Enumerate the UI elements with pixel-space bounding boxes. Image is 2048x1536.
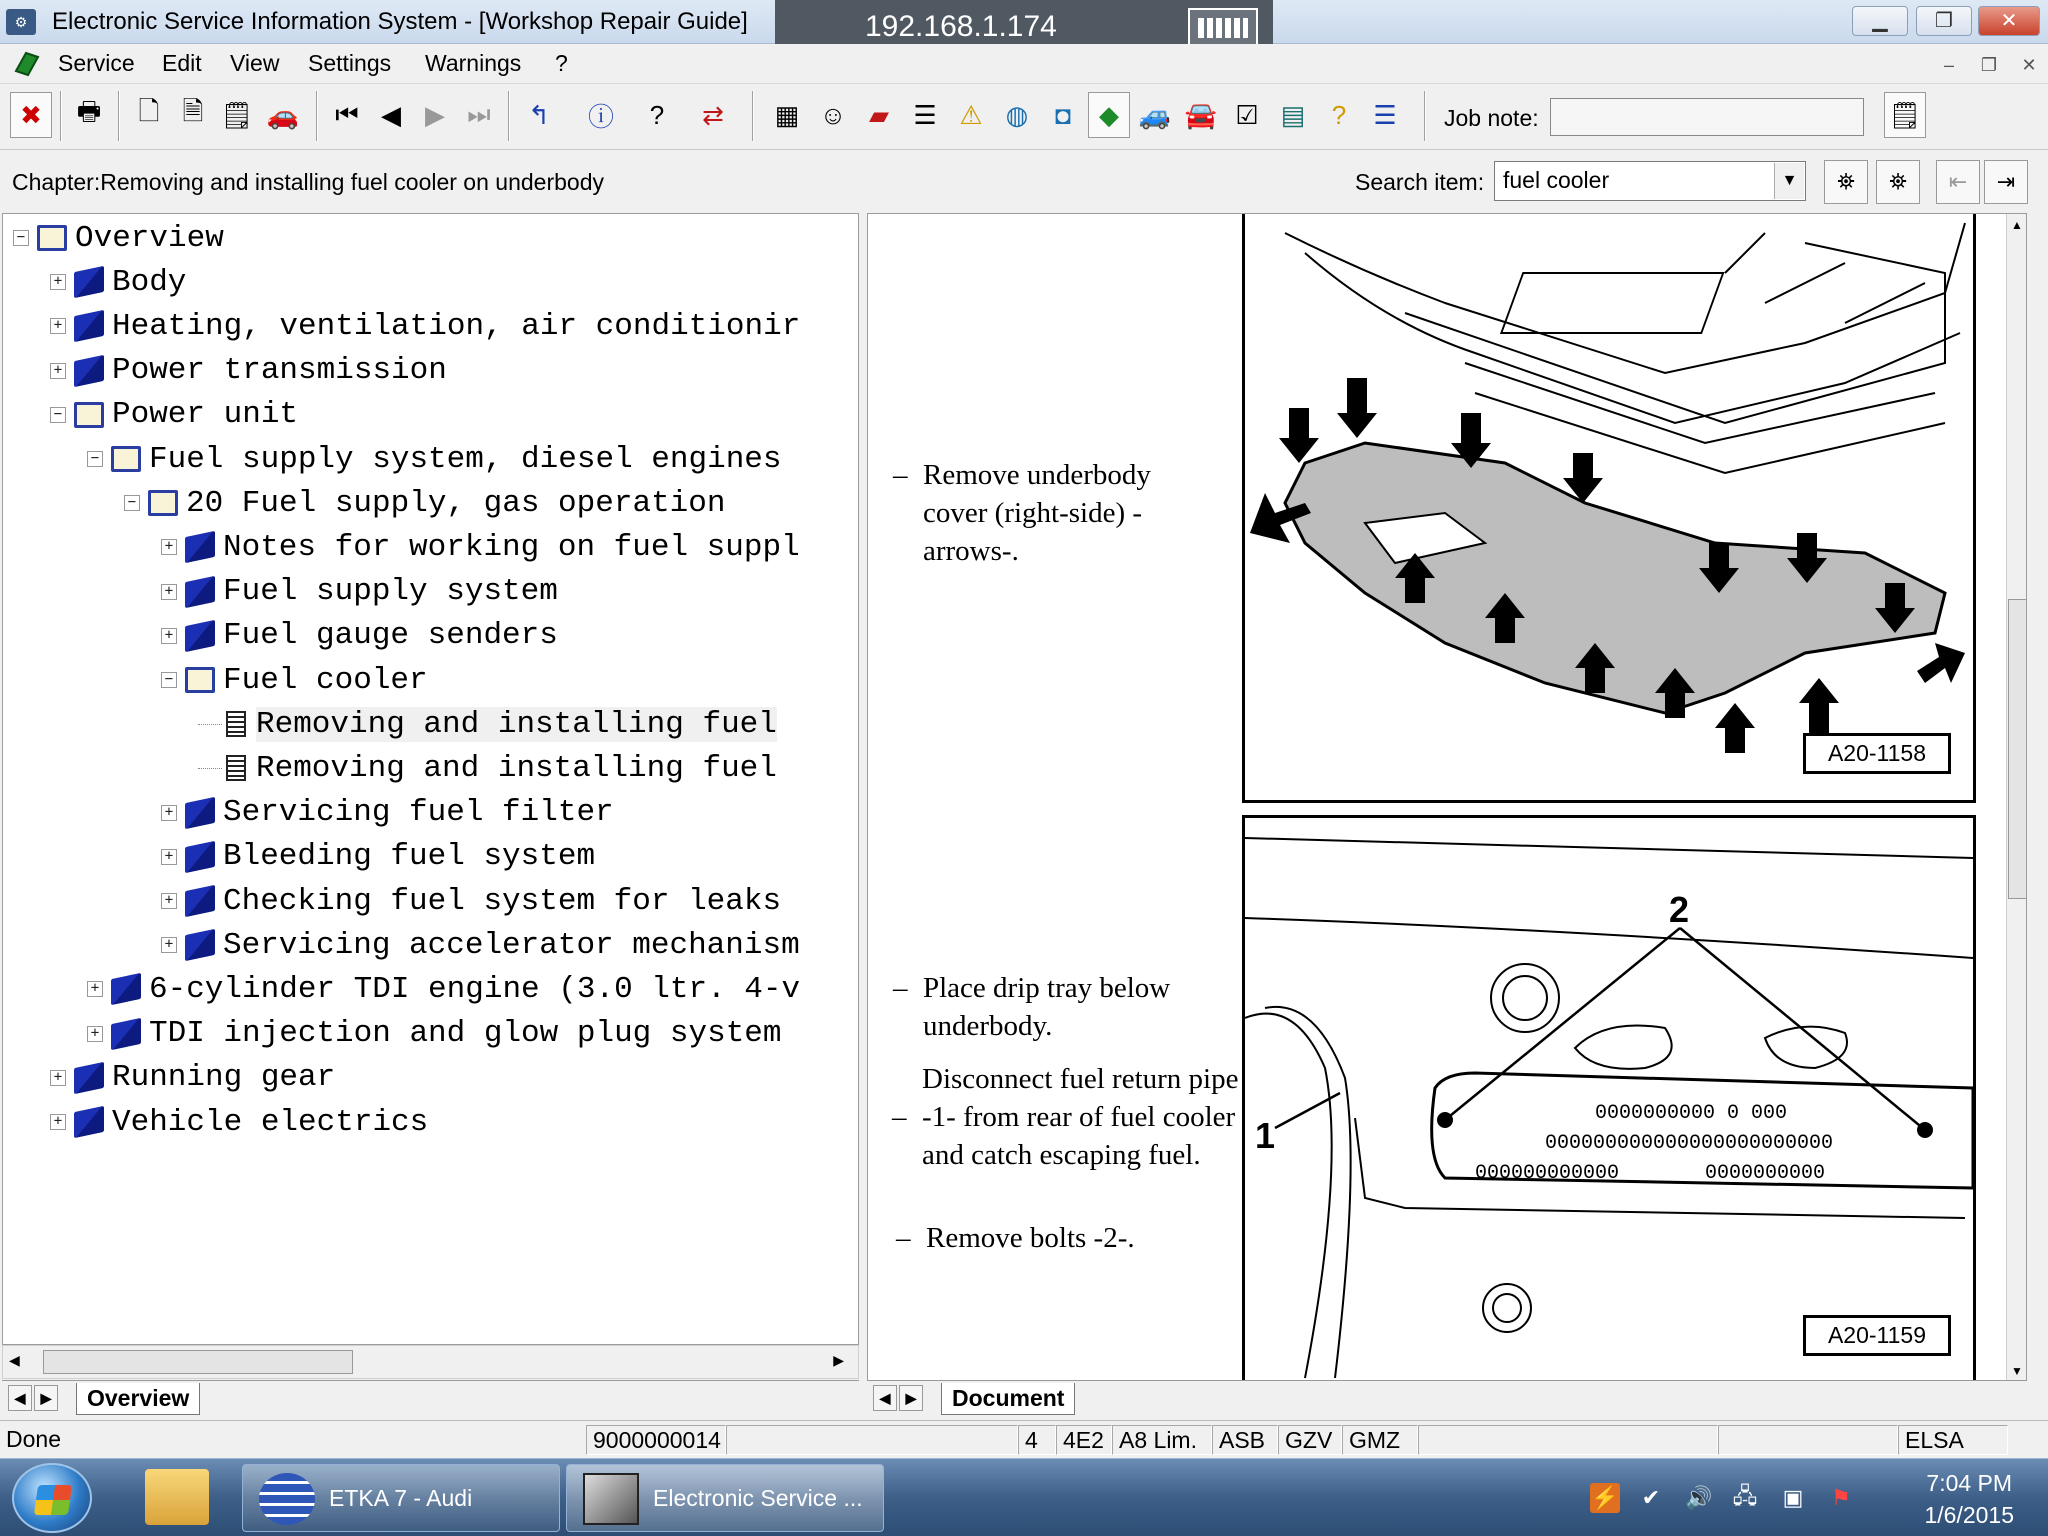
scroll-up-icon[interactable]: ▲ xyxy=(2011,218,2023,232)
etka-icon xyxy=(259,1473,315,1525)
restore-button[interactable]: ❐ xyxy=(1916,6,1972,36)
book-icon xyxy=(74,310,104,342)
tab-next-icon[interactable]: ▶ xyxy=(34,1385,58,1411)
open-book-icon xyxy=(148,490,178,516)
tree-connector xyxy=(198,724,222,725)
windows-logo-icon xyxy=(34,1485,72,1515)
container-icon[interactable]: ◘ xyxy=(1055,99,1071,130)
mdi-restore-button[interactable]: ❐ xyxy=(1980,55,1998,75)
step-remove-bolts: – Remove bolts -2-. xyxy=(896,1222,1135,1254)
expand-icon[interactable]: + xyxy=(50,274,66,290)
step-disconnect-fuel-return: – Disconnect fuel return pipe -1- from rear of fuel cooler and catch escaping fuel. xyxy=(892,1063,1239,1171)
tree-item-power-unit[interactable] xyxy=(50,395,298,435)
book-icon xyxy=(74,354,104,386)
taskbar-etka[interactable] xyxy=(242,1464,560,1532)
underbody-illustration xyxy=(1245,213,1973,800)
globe-icon[interactable]: ◍ xyxy=(1005,99,1029,130)
job-note-label: Job note: xyxy=(1444,105,1539,131)
open-book-icon xyxy=(37,225,67,251)
tree-item-label: Fuel gauge senders xyxy=(223,618,558,654)
query-icon[interactable]: ? xyxy=(1331,99,1347,130)
book-icon xyxy=(74,266,104,298)
edit-document-icon[interactable]: 🗎 xyxy=(182,96,204,126)
status-empty xyxy=(726,1425,1018,1455)
tree-tab-strip xyxy=(2,1380,859,1414)
help-icon[interactable]: ? xyxy=(649,99,665,130)
navigate-forward-icon[interactable]: ⇥ xyxy=(1984,160,2028,204)
overview-tree xyxy=(2,213,859,1345)
job-note-button[interactable]: 🗒 xyxy=(1884,92,1926,138)
book-icon xyxy=(185,929,215,961)
status-cell: GZV xyxy=(1278,1425,1342,1455)
app-icon: ⚙ xyxy=(6,9,36,35)
rdp-ip-address: 192.168.1.174 xyxy=(865,10,1057,43)
tree-item-tdi-injection[interactable] xyxy=(87,1014,782,1054)
tab-overview[interactable]: Overview xyxy=(76,1383,200,1415)
first-page-icon[interactable]: ⏮ xyxy=(335,99,359,129)
start-button[interactable] xyxy=(12,1463,92,1533)
components-icon[interactable]: ▦ xyxy=(774,99,800,130)
notes-icon[interactable]: 🗒 xyxy=(220,99,254,130)
tree-item-fuel-supply-diesel[interactable] xyxy=(87,439,782,479)
page-icon xyxy=(226,755,246,781)
expand-icon[interactable]: + xyxy=(87,1026,103,1042)
open-book-icon xyxy=(185,667,215,693)
tree-item-fuel-supply-system[interactable] xyxy=(161,572,558,612)
repair-guide-icon[interactable]: ◆ xyxy=(1088,92,1130,138)
status-empty xyxy=(1418,1425,1718,1455)
scrollbar-thumb[interactable] xyxy=(2008,599,2027,899)
warning-icon[interactable]: ⚠ xyxy=(959,99,983,130)
book-icon xyxy=(185,531,215,563)
menu-edit[interactable]: Edit xyxy=(162,50,202,76)
search-label: Search item: xyxy=(1355,169,1485,195)
menu-bar xyxy=(0,44,2048,84)
book-icon xyxy=(185,885,215,917)
tree-item-label: Body xyxy=(112,264,187,300)
document-vertical-scrollbar[interactable] xyxy=(2006,214,2027,1381)
svg-text:000000000000: 000000000000 xyxy=(1475,1162,1620,1185)
mdi-minimize-button[interactable]: – xyxy=(1943,55,1954,75)
tree-item-label: Power unit xyxy=(112,397,299,433)
tree-item-label: Bleeding fuel system xyxy=(223,839,596,875)
tray-security-icon[interactable]: ✔ xyxy=(1641,1485,1661,1510)
tree-item-label: Running gear xyxy=(112,1060,336,1096)
book-icon xyxy=(185,620,215,652)
disc-icon[interactable]: ☰ xyxy=(1373,99,1397,130)
book-icon xyxy=(185,796,215,828)
taskbar-elsa-label: Electronic Service ... xyxy=(653,1484,863,1511)
info-icon[interactable]: ⓘ xyxy=(587,101,614,132)
job-note-field[interactable] xyxy=(1550,98,1864,136)
tree-item-label: Overview xyxy=(75,220,224,256)
menu-help[interactable]: ? xyxy=(555,50,568,76)
search-input[interactable]: fuel cooler xyxy=(1494,161,1806,201)
menu-service[interactable]: Service xyxy=(58,50,135,76)
collapse-icon[interactable]: − xyxy=(13,230,29,246)
document-pane xyxy=(867,213,2027,1381)
status-id: 9000000014 xyxy=(586,1425,726,1455)
tree-item-label: Fuel supply system xyxy=(223,574,558,610)
last-page-icon[interactable]: ⏭ xyxy=(467,99,491,129)
fuel-cooler-illustration xyxy=(1245,818,1973,1381)
minimize-button[interactable]: ▁ xyxy=(1852,6,1908,36)
tree-item-heating[interactable] xyxy=(50,306,800,346)
keyboard-icon[interactable] xyxy=(1188,8,1258,48)
search-binoculars-icon[interactable]: ⛯ xyxy=(1824,160,1868,204)
manual-icon[interactable]: ▰ xyxy=(869,99,889,130)
tree-item-overview[interactable] xyxy=(13,218,224,258)
tree-item-label: Power transmission xyxy=(112,353,447,389)
status-text: Done xyxy=(6,1426,61,1452)
status-bar xyxy=(0,1420,2048,1458)
book-icon xyxy=(185,575,215,607)
tree-item-label: Servicing accelerator mechanism xyxy=(223,927,800,963)
vmware-icon[interactable]: ▣ xyxy=(1782,1485,1804,1510)
tree-item-vehicle-electrics[interactable] xyxy=(50,1102,428,1142)
tree-item-power-transmission[interactable] xyxy=(50,351,447,391)
next-page-icon[interactable]: ▶ xyxy=(425,99,445,130)
navigate-back-icon[interactable]: ⇤ xyxy=(1936,160,1980,204)
open-book-icon xyxy=(111,446,141,472)
menu-view[interactable]: View xyxy=(230,50,280,76)
svg-text:0000000000: 0000000000 xyxy=(1705,1162,1826,1185)
book-icon xyxy=(111,973,141,1005)
tree-item-servicing-accelerator[interactable] xyxy=(161,925,800,965)
tree-item-removing-installing-2[interactable] xyxy=(198,748,777,788)
step-place-drip-tray: – Place drip tray below underbody. xyxy=(893,972,1171,1042)
figure-underbody-cover xyxy=(1242,213,1976,803)
page-icon xyxy=(226,711,246,737)
tree-item-label: Fuel supply system, diesel engines xyxy=(149,441,782,477)
vehicle-info-icon[interactable]: 🚘 xyxy=(1184,99,1218,130)
tree-item-bleeding-fuel-system[interactable] xyxy=(161,837,595,877)
tree-item-fuel-cooler[interactable] xyxy=(161,660,428,700)
collapse-icon[interactable]: − xyxy=(50,407,66,423)
menu-warnings[interactable]: Warnings xyxy=(425,50,522,76)
expand-icon[interactable]: + xyxy=(87,981,103,997)
mdi-close-button[interactable]: ✕ xyxy=(2021,55,2037,75)
status-cell: 4E2 xyxy=(1056,1425,1112,1455)
menu-settings[interactable]: Settings xyxy=(308,50,392,76)
person-icon[interactable]: ☺ xyxy=(819,99,847,130)
expand-icon[interactable]: + xyxy=(161,937,177,953)
book-icon xyxy=(111,1017,141,1049)
tree-item-body[interactable] xyxy=(50,262,186,302)
book-icon xyxy=(12,49,42,77)
tree-item-fuel-gauge-senders[interactable] xyxy=(161,616,558,656)
chapter-bar xyxy=(0,151,2048,211)
scroll-left-icon[interactable]: ◀ xyxy=(9,1352,20,1368)
book-icon xyxy=(74,1106,104,1138)
status-empty xyxy=(1718,1425,1898,1455)
figure-fuel-cooler xyxy=(1242,815,1976,1381)
tree-item-checking-leaks[interactable] xyxy=(161,881,781,921)
tree-item-label: Vehicle electrics xyxy=(112,1104,429,1140)
callout-1: 1 xyxy=(1255,1115,1276,1156)
network-icon[interactable]: 🖧 xyxy=(1732,1483,1758,1508)
tab-document[interactable]: Document xyxy=(941,1383,1075,1415)
search-next-icon[interactable]: ⛯ xyxy=(1876,160,1920,204)
list-icon[interactable]: ☰ xyxy=(913,99,937,130)
taskbar xyxy=(0,1458,2048,1536)
tab-prev-icon[interactable]: ◀ xyxy=(8,1385,32,1411)
go-up-icon[interactable]: ↰ xyxy=(528,99,550,130)
tree-item-fuel-supply-gas[interactable] xyxy=(124,483,726,523)
print-icon[interactable]: 🖶 xyxy=(76,96,102,126)
clock-time: 7:04 PM xyxy=(1926,1470,2013,1496)
taskbar-elsa[interactable] xyxy=(566,1464,884,1532)
collapse-icon[interactable]: − xyxy=(87,451,103,467)
close-button[interactable]: ✕ xyxy=(1978,6,2040,36)
status-cell: GMZ xyxy=(1342,1425,1418,1455)
document-tab-strip xyxy=(867,1380,2027,1414)
tree-item-label: Removing and installing fuel xyxy=(256,750,777,786)
window-title: Electronic Service Information System - [Workshop Repair Guide] xyxy=(52,8,748,35)
expand-icon[interactable]: + xyxy=(161,893,177,909)
collapse-icon[interactable]: − xyxy=(124,495,140,511)
scroll-down-icon[interactable]: ▼ xyxy=(2011,1364,2023,1378)
scroll-right-icon[interactable]: ▶ xyxy=(833,1352,844,1368)
scrollbar-thumb[interactable] xyxy=(43,1350,353,1374)
exit-icon[interactable]: ✖ xyxy=(10,92,52,138)
svg-text:0000000000 0 000: 0000000000 0 000 xyxy=(1595,1102,1788,1125)
expand-icon[interactable]: + xyxy=(161,805,177,821)
elsa-icon xyxy=(583,1473,639,1525)
book-icon xyxy=(185,841,215,873)
car-icon[interactable]: 🚙 xyxy=(1138,99,1172,130)
clock-date: 1/6/2015 xyxy=(1924,1502,2014,1528)
expand-icon[interactable]: + xyxy=(161,849,177,865)
tree-item-label: 6-cylinder TDI engine (3.0 ltr. 4-v xyxy=(149,971,801,1007)
callout-2: 2 xyxy=(1669,889,1690,930)
expand-icon[interactable]: + xyxy=(161,628,177,644)
tab-next-icon[interactable]: ▶ xyxy=(899,1385,923,1411)
tree-item-label: Heating, ventilation, air conditionir xyxy=(112,308,801,344)
toolbar xyxy=(0,85,2048,150)
tree-item-running-gear[interactable] xyxy=(50,1058,335,1098)
tree-item-servicing-fuel-filter[interactable] xyxy=(161,793,614,833)
step-remove-underbody-cover: – Remove underbody cover (right-side) -arrows-. xyxy=(893,459,1151,567)
book-icon xyxy=(74,1062,104,1094)
switch-icon[interactable]: ⇄ xyxy=(702,99,724,130)
action-center-icon[interactable]: ⚑ xyxy=(1831,1485,1851,1510)
books-icon[interactable]: ▤ xyxy=(1280,99,1306,130)
checklist-icon[interactable]: ☑ xyxy=(1235,99,1259,130)
expand-icon[interactable]: + xyxy=(50,318,66,334)
tree-item-label: Removing and installing fuel xyxy=(256,706,777,742)
status-cell: A8 Lim. xyxy=(1112,1425,1212,1455)
tree-item-notes-fuel[interactable] xyxy=(161,527,800,567)
chapter-title: Chapter:Removing and installing fuel cooler on underbody xyxy=(12,169,604,195)
svg-text:000000000000000000000000: 000000000000000000000000 xyxy=(1545,1132,1834,1155)
tree-item-tdi-engine[interactable] xyxy=(87,969,800,1009)
previous-page-icon[interactable]: ◀ xyxy=(381,99,401,130)
tree-item-label: Fuel cooler xyxy=(223,662,428,698)
vehicle-icon[interactable]: 🚗 xyxy=(266,99,300,130)
new-document-icon[interactable]: 🗋 xyxy=(138,96,160,126)
figure-label-a20-1159: A20-1159 xyxy=(1803,1315,1951,1356)
file-explorer-icon[interactable] xyxy=(145,1469,209,1525)
expand-icon[interactable]: + xyxy=(161,539,177,555)
expand-icon[interactable]: + xyxy=(50,1070,66,1086)
status-cell: ASB xyxy=(1212,1425,1278,1455)
taskbar-etka-label: ETKA 7 - Audi xyxy=(329,1484,473,1511)
tree-item-label: Servicing fuel filter xyxy=(223,795,614,831)
tree-connector xyxy=(198,768,222,769)
tree-item-label: Notes for working on fuel suppl xyxy=(223,529,800,565)
tree-horizontal-scrollbar[interactable] xyxy=(2,1345,859,1379)
status-cell: 4 xyxy=(1018,1425,1056,1455)
open-book-icon xyxy=(74,402,104,428)
volume-icon[interactable]: 🔊 xyxy=(1685,1485,1713,1510)
status-app: ELSA xyxy=(1898,1425,2008,1455)
clock[interactable] xyxy=(1924,1467,2014,1531)
tab-prev-icon[interactable]: ◀ xyxy=(873,1385,897,1411)
tray-app-icon[interactable]: ⚡ xyxy=(1590,1483,1620,1513)
chevron-down-icon[interactable]: ▼ xyxy=(1774,163,1804,199)
collapse-icon[interactable]: − xyxy=(161,672,177,688)
tree-item-removing-installing-1[interactable] xyxy=(198,704,777,744)
tree-item-label: 20 Fuel supply, gas operation xyxy=(186,485,726,521)
expand-icon[interactable]: + xyxy=(50,1114,66,1130)
tree-item-label: TDI injection and glow plug system xyxy=(149,1016,782,1052)
expand-icon[interactable]: + xyxy=(161,584,177,600)
figure-label-a20-1158: A20-1158 xyxy=(1803,733,1951,774)
expand-icon[interactable]: + xyxy=(50,363,66,379)
tree-item-label: Checking fuel system for leaks xyxy=(223,883,782,919)
